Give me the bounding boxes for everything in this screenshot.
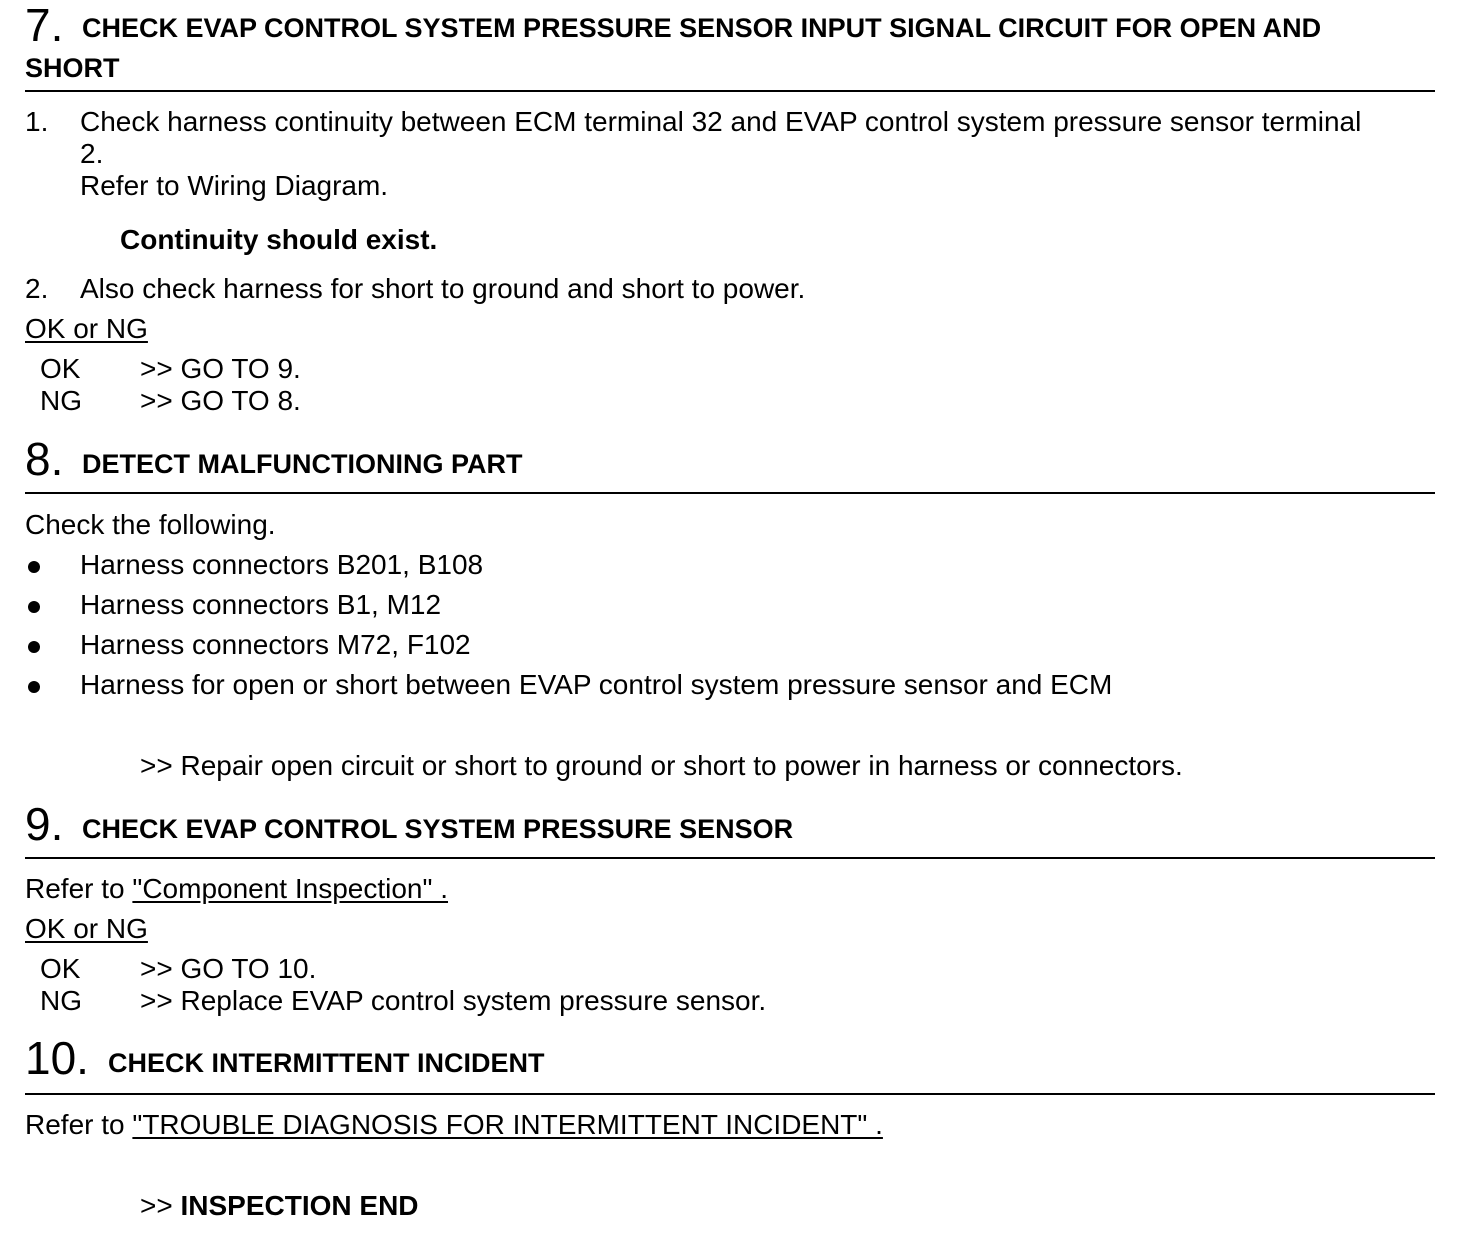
bullet-icon [28, 641, 40, 653]
bullet-icon [28, 681, 40, 693]
step10-end-prefix: >> [140, 1190, 181, 1221]
step7-ng-action: >> GO TO 8. [140, 385, 301, 416]
step7-title-line1: CHECK EVAP CONTROL SYSTEM PRESSURE SENSOR INPUT SIGNAL CIRCUIT FOR OPEN AND [82, 13, 1322, 43]
step8-title: DETECT MALFUNCTIONING PART [82, 449, 523, 479]
intermittent-incident-link[interactable]: "TROUBLE DIAGNOSIS FOR INTERMITTENT INCIDENT" . [132, 1109, 883, 1140]
bullet-icon [28, 561, 40, 573]
step7-ok-ng-label: OK or NG [25, 313, 148, 344]
step9-ok-ng-label: OK or NG [25, 913, 148, 944]
step8-bullet-2: Harness connectors B1, M12 [80, 589, 442, 620]
step10-refer [25, 1109, 883, 1141]
bullet-icon [28, 601, 40, 613]
step10-refer-prefix: Refer to [25, 1109, 133, 1140]
step8-number: 8. [25, 433, 64, 485]
step7-item1-line1: Check harness continuity between ECM terminal 32 and EVAP control system pressure sensor terminal [80, 106, 1362, 137]
step9-title: CHECK EVAP CONTROL SYSTEM PRESSURE SENSOR [82, 814, 794, 844]
step8-bullet-3: Harness connectors M72, F102 [80, 629, 471, 660]
step8-bullet-4: Harness for open or short between EVAP control system pressure sensor and ECM [80, 669, 1113, 700]
step9-number: 9. [25, 798, 64, 850]
step7-ok-action: >> GO TO 9. [140, 353, 301, 384]
step8-intro: Check the following. [25, 509, 276, 540]
step9-ok-action: >> GO TO 10. [140, 953, 317, 984]
step8-action: >> Repair open circuit or short to ground or short to power in harness or connectors. [140, 750, 1183, 781]
step7-spec: Continuity should exist. [120, 224, 438, 255]
step9-refer [25, 873, 448, 905]
step10-title: CHECK INTERMITTENT INCIDENT [108, 1048, 545, 1078]
step7-ng-label: NG [40, 385, 82, 416]
step9-ng-label: NG [40, 985, 82, 1016]
step10-end [140, 1190, 419, 1222]
step7-item2-line1: Also check harness for short to ground and short to power. [80, 273, 806, 304]
step10-divider [25, 1093, 1435, 1095]
step7-title-line2: SHORT [25, 53, 120, 83]
step7-item1-line3: Refer to Wiring Diagram. [80, 170, 389, 201]
step7-number: 7. [25, 0, 64, 51]
inspection-end: INSPECTION END [180, 1190, 419, 1221]
step8-bullet-1: Harness connectors B201, B108 [80, 549, 484, 580]
step9-divider [25, 857, 1435, 859]
step7-item1-line2: 2. [80, 138, 104, 169]
step9-ok-label: OK [40, 953, 81, 984]
step9-refer-prefix: Refer to [25, 873, 133, 904]
step9-ng-action: >> Replace EVAP control system pressure sensor. [140, 985, 767, 1016]
step7-item2-marker: 2. [25, 273, 49, 304]
step10-number: 10. [25, 1032, 89, 1084]
step8-divider [25, 492, 1435, 494]
component-inspection-link[interactable]: "Component Inspection" . [132, 873, 449, 904]
step7-ok-label: OK [40, 353, 81, 384]
step7-item1-marker: 1. [25, 106, 49, 137]
step7-divider [25, 90, 1435, 92]
